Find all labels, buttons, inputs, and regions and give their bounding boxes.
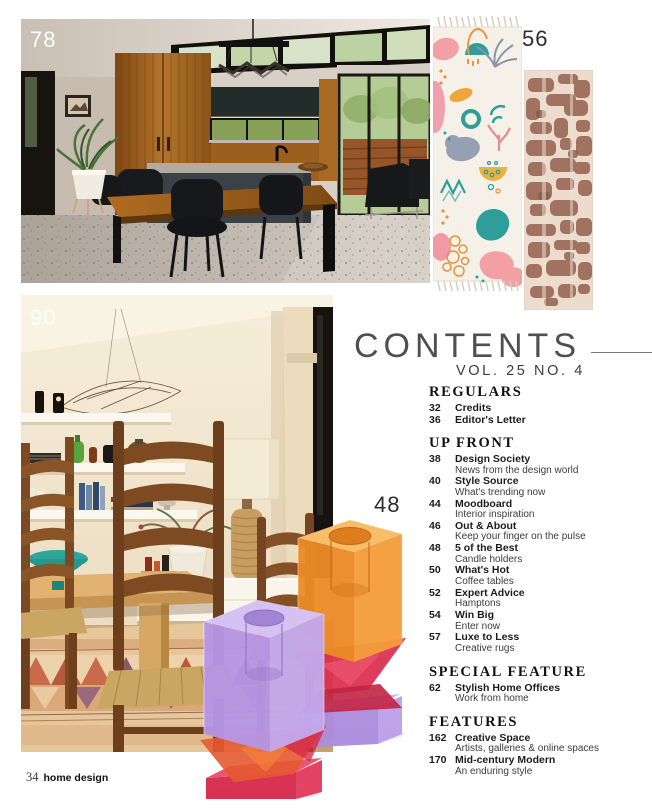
toc-item-title: Mid-century Modern bbox=[455, 754, 556, 767]
toc-item bbox=[429, 683, 652, 705]
toc-item-text bbox=[455, 454, 652, 476]
toc-item-title: Luxe to Less bbox=[455, 631, 520, 644]
toc-item-text bbox=[455, 683, 652, 705]
toc-section bbox=[429, 665, 652, 705]
toc-item-subtitle: Candle holders bbox=[455, 553, 523, 565]
toc-section-heading: UP FRONT bbox=[429, 435, 515, 451]
toc-item-subtitle: Coffee tables bbox=[455, 575, 514, 587]
toc-items bbox=[429, 454, 652, 655]
toc-item-title: Stylish Home Offices bbox=[455, 681, 561, 694]
toc-item-text bbox=[455, 610, 652, 632]
toc-item-text bbox=[455, 521, 652, 543]
toc-item-text bbox=[455, 543, 652, 565]
toc-item-title: Credits bbox=[455, 402, 492, 414]
toc-item-title: 5 of the Best bbox=[455, 542, 519, 555]
toc-item-title: Design Society bbox=[455, 453, 531, 465]
toc-item-page-number: 57 bbox=[429, 631, 441, 644]
folio-page-number: 34 bbox=[26, 770, 39, 784]
toc-item-text bbox=[455, 499, 652, 521]
toc-items bbox=[429, 733, 652, 778]
toc-item-page-number: 48 bbox=[429, 542, 441, 555]
toc-section bbox=[429, 385, 652, 426]
toc-item-title: What's Hot bbox=[455, 564, 510, 577]
toc-item-text bbox=[455, 755, 652, 777]
toc-item-text bbox=[455, 565, 652, 587]
toc-item-title: Out & About bbox=[455, 519, 517, 532]
contents-title-rule bbox=[591, 352, 652, 353]
toc-section bbox=[429, 715, 652, 778]
magazine-name: home design bbox=[43, 772, 109, 784]
toc-item-subtitle: What's trending now bbox=[455, 486, 546, 498]
toc-item bbox=[429, 632, 652, 654]
toc-item-page-number: 44 bbox=[429, 497, 441, 510]
toc-item-title: Expert Advice bbox=[455, 586, 525, 599]
toc-item-text bbox=[455, 588, 652, 610]
toc-item-page-number: 38 bbox=[429, 453, 441, 465]
page-footer bbox=[26, 770, 108, 785]
toc-section-heading: FEATURES bbox=[429, 713, 519, 730]
textured-rug-swatch bbox=[524, 70, 593, 310]
toc-item-text bbox=[455, 415, 652, 427]
toc-item-subtitle: Creative rugs bbox=[455, 642, 515, 654]
toc-item bbox=[429, 454, 652, 476]
page-number-label-rugs: 56 bbox=[522, 26, 549, 51]
toc-item-page-number: 46 bbox=[429, 519, 441, 532]
toc-item-title: Editor's Letter bbox=[455, 413, 526, 426]
toc-item bbox=[429, 755, 652, 777]
contents-title: CONTENTS bbox=[354, 327, 581, 365]
toc-item-page-number: 32 bbox=[429, 402, 441, 414]
toc-item bbox=[429, 521, 652, 543]
toc-item bbox=[429, 403, 652, 415]
toc-items bbox=[429, 403, 652, 426]
toc-item bbox=[429, 733, 652, 755]
toc-item bbox=[429, 543, 652, 565]
kitchen-photo-art bbox=[21, 19, 430, 283]
toc-item-title: Moodboard bbox=[455, 497, 513, 510]
toc-item bbox=[429, 476, 652, 498]
toc-item-subtitle: Work from home bbox=[455, 693, 529, 705]
toc-item-title: Win Big bbox=[455, 609, 494, 622]
volume-issue-label: VOL. 25 NO. 4 bbox=[456, 363, 585, 379]
toc-item bbox=[429, 610, 652, 632]
kitchen-photo bbox=[21, 19, 430, 283]
toc-item-text bbox=[455, 733, 652, 755]
toc-item-page-number: 170 bbox=[429, 754, 447, 767]
toc-item-title: Creative Space bbox=[455, 731, 531, 744]
page-number-label-dining: 90 bbox=[30, 305, 57, 330]
toc-item-subtitle: An enduring style bbox=[455, 765, 533, 777]
toc-section-heading: SPECIAL FEATURE bbox=[429, 663, 587, 680]
toc-item-text bbox=[455, 632, 652, 654]
toc-item-page-number: 50 bbox=[429, 564, 441, 577]
toc-item bbox=[429, 499, 652, 521]
toc-item-subtitle: Enter now bbox=[455, 620, 501, 632]
toc-item-page-number: 40 bbox=[429, 475, 441, 488]
toc-item-page-number: 162 bbox=[429, 731, 447, 744]
toc-item-title: Style Source bbox=[455, 475, 519, 488]
page-number-label-candles: 48 bbox=[374, 492, 401, 517]
toc-item-page-number: 52 bbox=[429, 586, 441, 599]
toc-item bbox=[429, 415, 652, 427]
toc-item-subtitle: Artists, galleries & online spaces bbox=[455, 743, 599, 755]
toc-item bbox=[429, 565, 652, 587]
toc-section bbox=[429, 436, 652, 655]
toc-section-heading: REGULARS bbox=[429, 384, 523, 400]
toc-item-page-number: 54 bbox=[429, 609, 441, 622]
toc-items bbox=[429, 683, 652, 705]
abstract-rug-swatch bbox=[433, 15, 522, 292]
toc-item-subtitle: Hamptons bbox=[455, 598, 501, 610]
table-of-contents bbox=[429, 385, 652, 778]
toc-item-subtitle: Keep your finger on the pulse bbox=[455, 531, 586, 543]
candle-holders-image bbox=[200, 494, 410, 799]
toc-item-text bbox=[455, 476, 652, 498]
toc-item-text bbox=[455, 403, 652, 415]
toc-item-subtitle: Interior inspiration bbox=[455, 509, 535, 521]
toc-item-page-number: 36 bbox=[429, 413, 441, 426]
toc-item-page-number: 62 bbox=[429, 681, 441, 694]
toc-item-subtitle: News from the design world bbox=[455, 464, 579, 476]
toc-item bbox=[429, 588, 652, 610]
page-number-label-kitchen: 78 bbox=[30, 27, 57, 52]
